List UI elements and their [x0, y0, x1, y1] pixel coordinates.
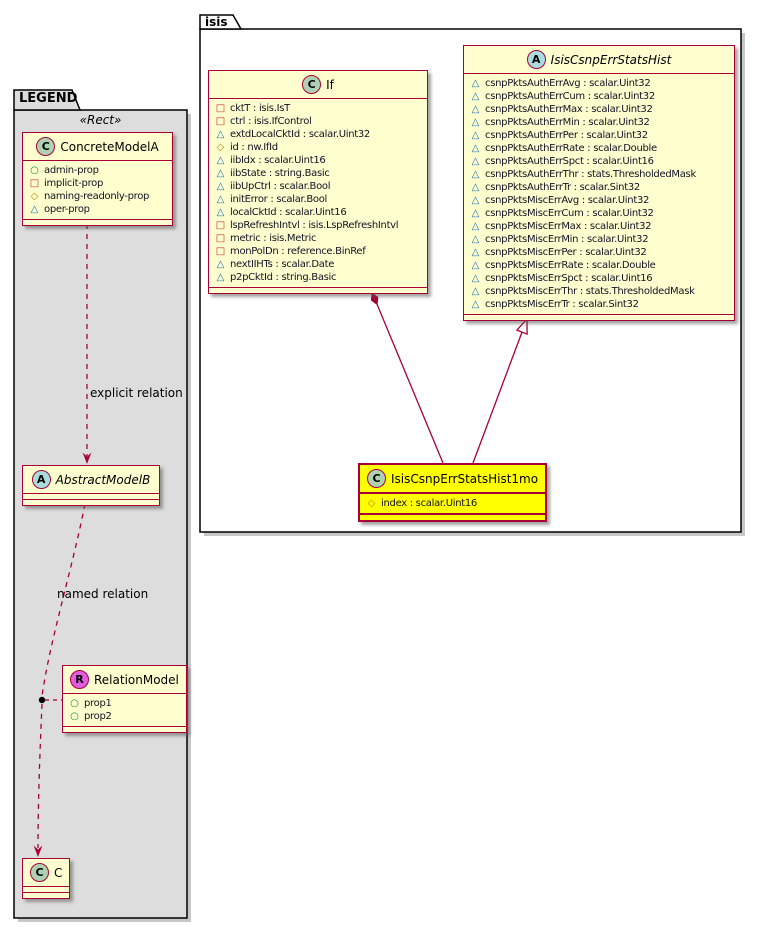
class-methods-empty: [23, 499, 159, 505]
attribute-text: prop2: [84, 711, 112, 722]
attribute-text: iibState : string.Basic: [230, 168, 330, 179]
attribute-row: [215, 115, 421, 128]
class-methods-empty: [209, 287, 427, 293]
circle-icon: [69, 697, 80, 710]
attribute-text: localCktId : scalar.Uint16: [230, 207, 347, 218]
attribute-row: [215, 258, 421, 271]
class-spot-icon: A: [32, 470, 51, 489]
class-name: If: [326, 77, 334, 92]
attribute-row: [215, 128, 421, 141]
circle-icon: [69, 710, 80, 723]
class-box-concretemodela: [22, 132, 173, 226]
triangle-icon: [470, 103, 481, 116]
attribute-text: monPolDn : reference.BinRef: [230, 246, 366, 257]
attribute-text: admin-prop: [44, 165, 99, 176]
class-name: C: [54, 865, 63, 880]
attribute-text: metric : isis.Metric: [230, 233, 317, 244]
attribute-text: csnpPktsMiscErrMin : scalar.Uint32: [485, 234, 649, 245]
attribute-text: csnpPktsMiscErrPer : scalar.Uint32: [485, 247, 647, 258]
attribute-text: csnpPktsMiscErrMax : scalar.Uint32: [485, 221, 652, 232]
class-methods-empty: [464, 314, 734, 320]
attribute-text: csnpPktsMiscErrRate : scalar.Double: [485, 260, 656, 271]
attribute-text: csnpPktsMiscErrAvg : scalar.Uint32: [485, 195, 650, 206]
class-attributes-relation: [63, 693, 186, 726]
class-name: AbstractModelB: [55, 472, 151, 487]
package-tab-legend-label: LEGEND: [19, 91, 78, 106]
attribute-row: [470, 103, 728, 116]
attribute-row: [470, 129, 728, 142]
attribute-text: cktT : isis.IsT: [230, 103, 290, 114]
attribute-row: [470, 233, 728, 246]
square-icon: [215, 219, 226, 232]
attribute-row: [215, 193, 421, 206]
attribute-text: csnpPktsAuthErrMin : scalar.Uint32: [485, 117, 650, 128]
attribute-row: [470, 194, 728, 207]
triangle-icon: [470, 298, 481, 311]
attribute-row: [470, 259, 728, 272]
triangle-icon: [470, 259, 481, 272]
triangle-icon: [470, 168, 481, 181]
triangle-icon: [470, 220, 481, 233]
class-attributes-if: [209, 98, 427, 287]
attribute-row: [215, 141, 421, 154]
attribute-row: [215, 232, 421, 245]
attribute-row: [366, 497, 539, 510]
attribute-row: [470, 155, 728, 168]
attribute-row: [470, 272, 728, 285]
attribute-text: initError : scalar.Bool: [230, 194, 328, 205]
attribute-row: [29, 177, 166, 190]
attribute-text: csnpPktsAuthErrMax : scalar.Uint32: [485, 104, 653, 115]
attribute-text: ctrl : isis.IfControl: [230, 116, 312, 127]
attribute-text: extdLocalCktId : scalar.Uint32: [230, 129, 370, 140]
class-title-if: [209, 71, 427, 98]
triangle-icon: [470, 207, 481, 220]
diamond-icon: [29, 190, 40, 203]
explicit-relation-label: explicit relation: [90, 386, 183, 400]
class-spot-icon: C: [30, 863, 49, 882]
triangle-icon: [470, 246, 481, 259]
attribute-text: implicit-prop: [44, 178, 104, 189]
class-spot-icon: C: [36, 137, 55, 156]
triangle-icon: [470, 194, 481, 207]
class-title-c: [23, 859, 69, 886]
attribute-text: csnpPktsAuthErrRate : scalar.Double: [485, 143, 657, 154]
attribute-row: [470, 246, 728, 259]
package-legend-body: [14, 110, 187, 918]
class-title-relation: [63, 666, 186, 693]
attribute-row: [29, 190, 166, 203]
square-icon: [215, 102, 226, 115]
attribute-text: index : scalar.Uint16: [381, 498, 477, 509]
triangle-icon: [470, 272, 481, 285]
attribute-text: csnpPktsAuthErrSpct : scalar.Uint16: [485, 156, 654, 167]
named-relation-label: named relation: [57, 587, 149, 601]
square-icon: [215, 245, 226, 258]
class-title-concrete: [23, 133, 172, 160]
attribute-text: csnpPktsMiscErrCum : scalar.Uint32: [485, 208, 654, 219]
class-attributes-hist1mo: [360, 492, 545, 513]
triangle-icon: [470, 233, 481, 246]
triangle-icon: [470, 77, 481, 90]
attribute-text: oper-prop: [44, 204, 90, 215]
square-icon: [29, 177, 40, 190]
class-name: ConcreteModelA: [60, 139, 159, 154]
class-box-isiscsnperrstatshist1mo: [358, 463, 547, 522]
triangle-icon: [215, 154, 226, 167]
triangle-icon: [215, 128, 226, 141]
triangle-icon: [29, 203, 40, 216]
triangle-icon: [215, 258, 226, 271]
attribute-row: [215, 102, 421, 115]
attribute-row: [215, 180, 421, 193]
legend-stereotype-label: «Rect»: [79, 113, 122, 127]
attribute-text: csnpPktsAuthErrCum : scalar.Uint32: [485, 91, 655, 102]
attribute-text: lspRefreshIntvl : isis.LspRefreshIntvl: [230, 220, 399, 231]
class-box-abstractmodelb: [22, 465, 160, 506]
attribute-row: [69, 710, 180, 723]
class-name: IsisCsnpErrStatsHist: [550, 52, 672, 67]
attribute-row: [29, 203, 166, 216]
class-title-abstractb: [23, 466, 159, 493]
attribute-row: [215, 167, 421, 180]
triangle-icon: [470, 285, 481, 298]
class-attributes-hist: [464, 73, 734, 314]
triangle-icon: [470, 116, 481, 129]
attribute-row: [470, 220, 728, 233]
class-methods-empty: [23, 892, 69, 898]
triangle-icon: [215, 206, 226, 219]
class-spot-icon: A: [527, 50, 546, 69]
attribute-row: [215, 154, 421, 167]
class-name: IsisCsnpErrStatsHist1mo: [391, 471, 539, 486]
triangle-icon: [470, 155, 481, 168]
package-tab-isis-label: isis: [205, 15, 228, 29]
attribute-row: [470, 142, 728, 155]
attribute-row: [215, 206, 421, 219]
attribute-row: [29, 164, 166, 177]
diamond-icon: [215, 141, 226, 154]
class-name: RelationModel: [94, 672, 179, 687]
triangle-icon: [215, 180, 226, 193]
relation-junction-dot: [39, 697, 45, 703]
class-methods-empty: [63, 726, 186, 732]
attribute-row: [215, 219, 421, 232]
attribute-row: [470, 90, 728, 103]
attribute-text: csnpPktsAuthErrThr : stats.ThresholdedMask: [485, 169, 696, 180]
class-methods-empty: [23, 219, 172, 225]
attribute-row: [470, 207, 728, 220]
class-spot-icon: R: [70, 670, 89, 689]
class-spot-icon: C: [302, 75, 321, 94]
triangle-icon: [470, 142, 481, 155]
class-box-isiscsnperrstatshist: [463, 45, 735, 321]
class-title-hist: [464, 46, 734, 73]
class-attributes-concrete: [23, 160, 172, 219]
attribute-row: [470, 116, 728, 129]
attribute-text: id : nw.IfId: [230, 142, 278, 153]
attribute-row: [215, 271, 421, 284]
class-title-hist1mo: [360, 465, 545, 492]
class-box-if: [208, 70, 428, 294]
triangle-icon: [215, 193, 226, 206]
attribute-row: [470, 181, 728, 194]
attribute-text: nextIIHTs : scalar.Date: [230, 259, 335, 270]
triangle-icon: [215, 167, 226, 180]
attribute-row: [470, 168, 728, 181]
attribute-row: [470, 298, 728, 311]
attribute-row: [470, 285, 728, 298]
attribute-text: csnpPktsMiscErrThr : stats.ThresholdedMask: [485, 286, 695, 297]
attribute-text: p2pCktId : string.Basic: [230, 272, 337, 283]
attribute-text: csnpPktsAuthErrPer : scalar.Uint32: [485, 130, 648, 141]
attribute-text: csnpPktsAuthErrTr : scalar.Sint32: [485, 182, 640, 193]
class-spot-icon: C: [367, 469, 386, 488]
triangle-icon: [470, 129, 481, 142]
triangle-icon: [215, 271, 226, 284]
class-box-relationmodel: [62, 665, 187, 733]
attribute-row: [470, 77, 728, 90]
attribute-text: prop1: [84, 698, 112, 709]
class-methods-empty: [360, 513, 545, 520]
class-box-c: [22, 858, 70, 899]
triangle-icon: [470, 181, 481, 194]
attribute-text: csnpPktsMiscErrTr : scalar.Sint32: [485, 299, 639, 310]
attribute-text: naming-readonly-prop: [44, 191, 150, 202]
attribute-row: [69, 697, 180, 710]
attribute-text: csnpPktsAuthErrAvg : scalar.Uint32: [485, 78, 651, 89]
attribute-text: iibUpCtrl : scalar.Bool: [230, 181, 331, 192]
attribute-text: iibIdx : scalar.Uint16: [230, 155, 326, 166]
triangle-icon: [470, 90, 481, 103]
square-icon: [215, 232, 226, 245]
circle-icon: [29, 164, 40, 177]
square-icon: [215, 115, 226, 128]
attribute-text: csnpPktsMiscErrSpct : scalar.Uint16: [485, 273, 653, 284]
diamond-icon: [366, 497, 377, 510]
attribute-row: [215, 245, 421, 258]
